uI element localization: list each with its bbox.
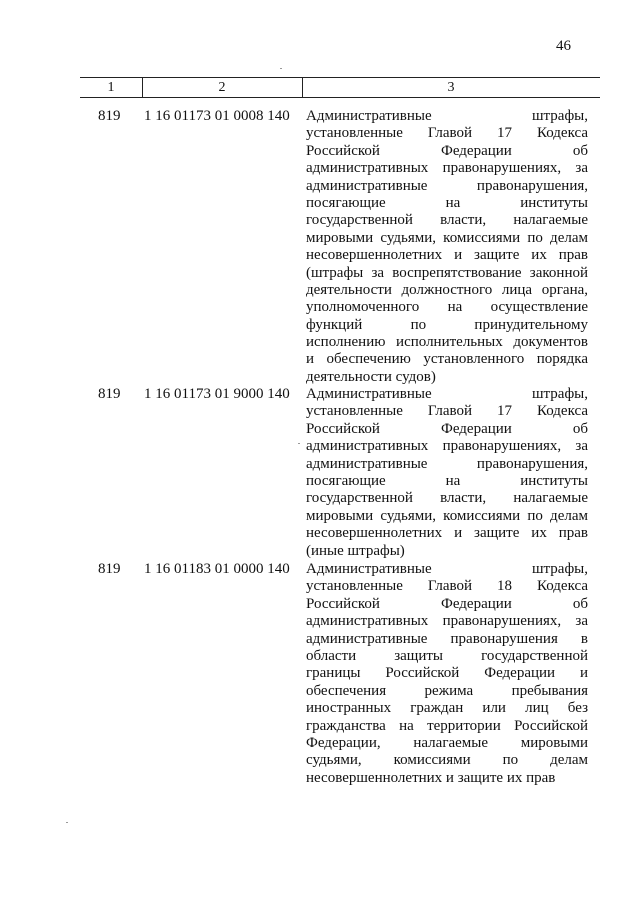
description-line: Административные штрафы,	[306, 561, 588, 577]
row-number: 819	[98, 386, 121, 402]
description-line: государственной власти, налагаемые	[306, 212, 588, 229]
description-line: деятельности должностного лица органа,	[306, 281, 588, 298]
description-line: административных правонарушениях, за	[306, 438, 588, 455]
description-line: административных правонарушениях, за	[306, 613, 588, 630]
description-line: административные правонарушения,	[306, 455, 588, 472]
scan-speck	[298, 443, 300, 444]
description-line: (штрафы за воспрепятствование законной	[306, 264, 588, 281]
description-line: административные правонарушения,	[306, 177, 588, 194]
description-line: исполнению исполнительных документов	[306, 334, 588, 351]
description-line: иностранных граждан или лиц без	[306, 700, 588, 717]
description-line: государственной власти, налагаемые	[306, 490, 588, 507]
budget-code: 1 16 01183 01 0000 140	[144, 561, 290, 577]
description-line: установленные Главой 17 Кодекса	[306, 125, 588, 142]
description-line: области защиты государственной	[306, 647, 588, 664]
scan-speck	[280, 68, 282, 69]
row-number: 819	[98, 108, 121, 124]
header-col-1: 1	[107, 80, 115, 95]
description-line: несовершеннолетних и защите их прав	[306, 525, 588, 542]
description-line: несовершеннолетних и защите их прав	[306, 769, 556, 786]
description-line: деятельности судов)	[306, 368, 436, 385]
description-line: посягающие на институты	[306, 472, 588, 489]
description-line: Российской Федерации об	[306, 142, 588, 159]
description-line: несовершеннолетних и защите их прав	[306, 247, 588, 264]
budget-code: 1 16 01173 01 9000 140	[144, 386, 290, 402]
description-line: установленные Главой 17 Кодекса	[306, 403, 588, 420]
description-line: обеспечения режима пребывания	[306, 682, 588, 699]
description-line: установленные Главой 18 Кодекса	[306, 578, 588, 595]
description-line: Российской Федерации об	[306, 595, 588, 612]
description-line: гражданства на территории Российской	[306, 717, 588, 734]
description-line: мировыми судьями, комиссиями по делам	[306, 507, 588, 524]
header-col-2: 2	[218, 80, 226, 95]
description-line: Административные штрафы,	[306, 386, 588, 402]
description-line: Административные штрафы,	[306, 108, 588, 124]
row-number: 819	[98, 561, 121, 577]
description-line: административных правонарушениях, за	[306, 160, 588, 177]
description-line: Федерации, налагаемые мировыми	[306, 734, 588, 751]
row-description	[306, 561, 588, 787]
description-line: границы Российской Федерации и	[306, 665, 588, 682]
description-line: мировыми судьями, комиссиями по делам	[306, 229, 588, 246]
description-line: административные правонарушения в	[306, 630, 588, 647]
table-header	[80, 77, 600, 98]
row-description	[306, 386, 588, 560]
page-number: 46	[556, 38, 571, 54]
header-col-3: 3	[447, 80, 455, 95]
description-line: (иные штрафы)	[306, 542, 405, 559]
description-line: посягающие на институты	[306, 194, 588, 211]
description-line: судьями, комиссиями по делам	[306, 752, 588, 769]
description-line: и обеспечению установленного порядка	[306, 351, 588, 368]
row-description	[306, 108, 588, 386]
scan-speck	[66, 822, 68, 823]
description-line: уполномоченного на осуществление	[306, 299, 588, 316]
description-line: Российской Федерации об	[306, 420, 588, 437]
description-line: функций по принудительному	[306, 316, 588, 333]
budget-code: 1 16 01173 01 0008 140	[144, 108, 290, 124]
